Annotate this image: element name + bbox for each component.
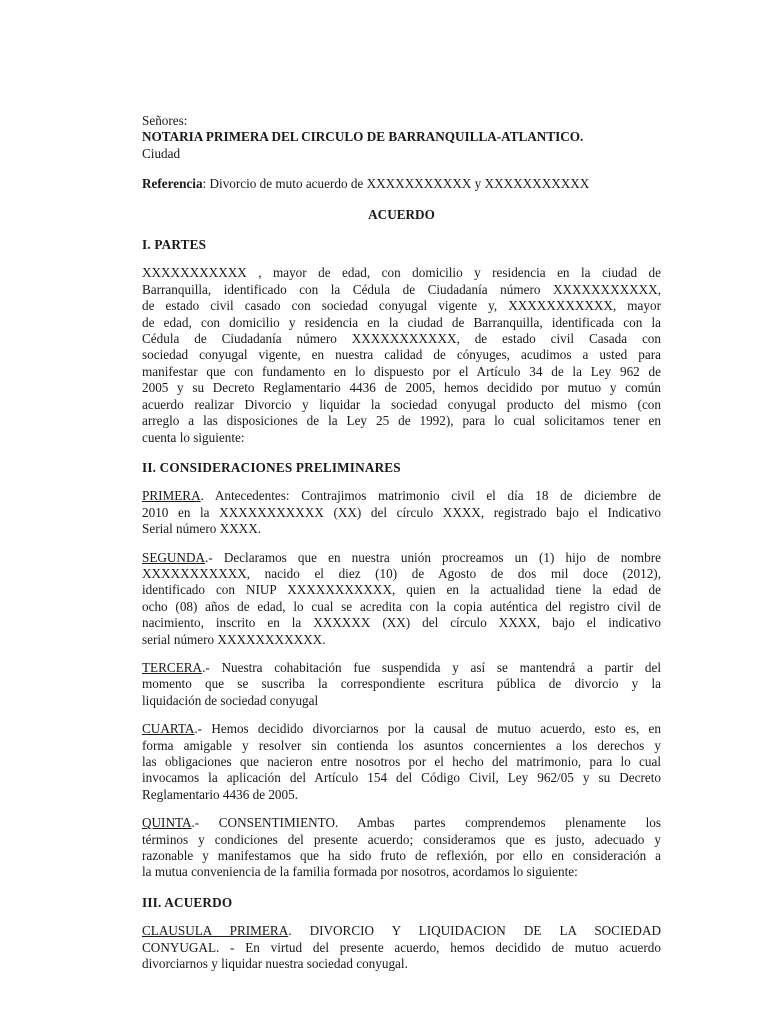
paragraph-line: liquidación de sociedad conyugal <box>142 692 319 708</box>
paragraph-cuarta <box>142 721 661 803</box>
paragraph-line: Barranquilla, identificado con la Cédula de Ciudadanía número XXXXXXXXXXX, <box>142 281 661 297</box>
paragraph-line: CONYUGAL. - En virtud del presente acuerdo, hemos decidido de mutuo acuerdo <box>142 939 661 955</box>
paragraph-line <box>142 923 661 939</box>
section-heading-acuerdo: III. ACUERDO <box>142 894 233 910</box>
paragraph-clausula-primera <box>142 923 661 972</box>
paragraph-primera <box>142 488 661 537</box>
reference-line <box>142 176 661 192</box>
paragraph-line: de edad, con domicilio y residencia en la ciudad de Barranquilla, identificada con la <box>142 314 661 330</box>
clause-label-cuarta: CUARTA <box>142 721 195 737</box>
paragraph-quinta <box>142 815 661 881</box>
paragraph-line <box>142 660 661 676</box>
paragraph-line <box>142 488 661 504</box>
paragraph-line: nacimiento, inscrito en la XXXXXX (XX) del círculo XXXX, bajo el indicativo <box>142 615 661 631</box>
paragraph-segunda <box>142 550 661 648</box>
clause-label-tercera: TERCERA <box>142 659 203 675</box>
paragraph-line: divorciarnos y liquidar nuestra sociedad conyugal. <box>142 956 408 972</box>
paragraph-line: identificado con NIUP XXXXXXXXXXX, quien en la actualidad tiene la edad de <box>142 582 661 598</box>
clause-text: . DIVORCIO Y LIQUIDACION DE LA SOCIEDAD <box>288 923 661 939</box>
reference-text: : Divorcio de muto acuerdo de XXXXXXXXXXX y XXXXXXXXXXX <box>202 176 590 192</box>
paragraph-line: XXXXXXXXXXX , mayor de edad, con domicilio y residencia en la ciudad de <box>142 265 661 281</box>
clause-text: .- Hemos decidido divorciarnos por la causal de mutuo acuerdo, esto es, en <box>194 721 661 737</box>
paragraph-partes <box>142 265 661 445</box>
paragraph-line: XXXXXXXXXXX, nacido el diez (10) de Agosto de dos mil doce (2012), <box>142 565 661 581</box>
clause-text: .- Nuestra cohabitación fue suspendida y así se mantendrá a partir del <box>202 659 661 675</box>
clause-label-quinta: QUINTA <box>142 815 192 831</box>
paragraph-line: acuerdo realizar Divorcio y liquidar la sociedad conyugal producto del mismo (con <box>142 396 661 412</box>
clause-label-primera: PRIMERA <box>142 488 201 504</box>
paragraph-line: manifestar que con fundamento en lo dispuesto por el Artículo 34 de la Ley 962 de <box>142 363 661 379</box>
document-title: ACUERDO <box>368 206 435 222</box>
paragraph-line: arreglo a las disposiciones de la Ley 25 de 1992), para lo cual solicitamos tener en <box>142 413 661 429</box>
section-heading-consideraciones: II. CONSIDERACIONES PRELIMINARES <box>142 459 401 475</box>
reference-label: Referencia <box>142 176 203 192</box>
addressee: NOTARIA PRIMERA DEL CIRCULO DE BARRANQUILLA-ATLANTICO. <box>142 129 584 145</box>
paragraph-line: las obligaciones que nacieron entre nosotros por el hecho del matrimonio, para lo cual <box>142 754 661 769</box>
paragraph-line: invocamos la aplicación del Artículo 154 del Código Civil, Ley 962/05 y su Decreto <box>142 770 661 786</box>
clause-text: .- CONSENTIMIENTO. Ambas partes comprendemos plenamente los <box>191 815 661 831</box>
paragraph-line: forma amigable y resolver sin contienda los asuntos concernientes a los derechos y <box>142 737 661 753</box>
salutation: Señores: <box>142 113 188 128</box>
paragraph-line: cuenta lo siguiente: <box>142 429 245 445</box>
paragraph-line: Serial número XXXX. <box>142 521 262 537</box>
paragraph-line: momento que se suscriba la correspondiente escritura pública de divorcio y la <box>142 676 661 692</box>
clause-text: .- Declaramos que en nuestra unión procreamos un (1) hijo de nombre <box>205 549 661 565</box>
paragraph-line: la mutua conveniencia de la familia formada por nosotros, acordamos lo siguiente: <box>142 864 578 880</box>
section-heading-partes: I. PARTES <box>142 237 207 253</box>
document-body <box>142 113 661 972</box>
clause-text: . Antecedentes: Contrajimos matrimonio civil el día 18 de diciembre de <box>200 488 661 504</box>
paragraph-line: 2005 y su Decreto Reglamentario 4436 de 2005, hemos decidido por mutuo y común <box>142 380 661 396</box>
paragraph-line: Cédula de Ciudadanía número XXXXXXXXXXX, de estado civil Casada con <box>142 331 661 347</box>
paragraph-line: de estado civil casado con sociedad conyugal vigente y, XXXXXXXXXXX, mayor <box>142 298 661 314</box>
paragraph-line <box>142 721 661 737</box>
paragraph-line: términos y condiciones del presente acuerdo; consideramos que es justo, adecuado y <box>142 831 661 847</box>
paragraph-line: sociedad conyugal vigente, en nuestra calidad de cónyuges, acudimos a usted para <box>142 347 661 363</box>
clause-label-segunda: SEGUNDA <box>142 549 206 565</box>
paragraph-line: 2010 en la XXXXXXXXXXX (XX) del círculo XXXX, registrado bajo el Indicativo <box>142 504 661 520</box>
paragraph-line <box>142 815 661 831</box>
paragraph-line <box>142 550 661 566</box>
city: Ciudad <box>142 145 181 161</box>
paragraph-line: Reglamentario 4436 de 2005. <box>142 786 299 802</box>
paragraph-line: serial número XXXXXXXXXXX. <box>142 631 326 647</box>
clause-label-clausula-primera: CLAUSULA PRIMERA <box>142 923 289 939</box>
paragraph-tercera <box>142 660 661 709</box>
paragraph-line: razonable y manifestamos que ha sido fruto de reflexión, por ello en consideración a <box>142 848 661 864</box>
paragraph-line: ocho (08) años de edad, lo cual se acredita con la copia auténtica del registro civil de <box>142 598 661 614</box>
